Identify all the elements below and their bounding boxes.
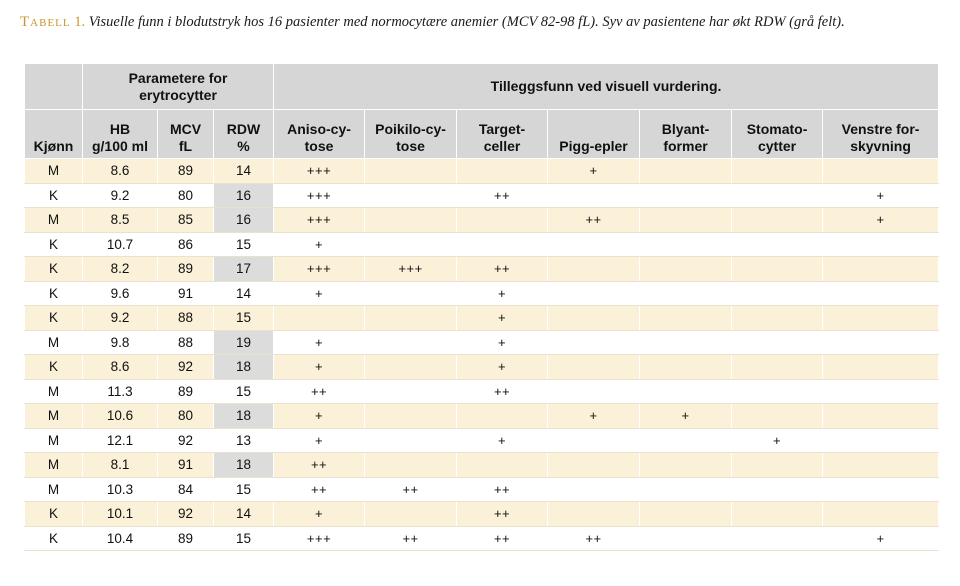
cell-blyant [640, 232, 732, 257]
cell-blyant [640, 428, 732, 453]
column-header-target: Target- celler [457, 110, 548, 159]
cell-poikilo [365, 355, 457, 380]
table-row [25, 526, 939, 551]
cell-blyant [640, 306, 732, 331]
cell-rdw: 15 [214, 306, 274, 331]
cell-aniso: +++ [274, 159, 365, 184]
cell-stomato [732, 526, 823, 551]
header-group-findings: Tilleggsfunn ved visuell vurdering. [274, 64, 939, 110]
cell-pigg: + [548, 404, 640, 429]
cell-mcv: 92 [158, 428, 214, 453]
cell-stomato [732, 404, 823, 429]
cell-blyant [640, 159, 732, 184]
cell-hb: 11.3 [83, 379, 158, 404]
cell-stomato [732, 232, 823, 257]
cell-aniso: + [274, 428, 365, 453]
cell-target: ++ [457, 183, 548, 208]
caption-text: Visuelle funn i blodutstryk hos 16 pasienter med normocytære anemier (MCV 82-98 fL). Syv av pasientene har økt RDW (grå felt). [88, 14, 845, 30]
cell-rdw: 15 [214, 232, 274, 257]
cell-poikilo [365, 281, 457, 306]
cell-blyant [640, 183, 732, 208]
cell-venstre [823, 477, 939, 502]
table-row [25, 477, 939, 502]
cell-hb: 9.2 [83, 183, 158, 208]
cell-aniso: +++ [274, 526, 365, 551]
cell-blyant: + [640, 404, 732, 429]
cell-target [457, 232, 548, 257]
table-body [25, 159, 939, 551]
cell-stomato [732, 502, 823, 527]
cell-pigg [548, 453, 640, 478]
table-row [25, 355, 939, 380]
column-header-poikilo: Poikilo-cy- tose [365, 110, 457, 159]
cell-poikilo: ++ [365, 477, 457, 502]
cell-poikilo [365, 453, 457, 478]
cell-aniso: + [274, 502, 365, 527]
cell-mcv: 88 [158, 330, 214, 355]
cell-hb: 8.5 [83, 208, 158, 233]
cell-pigg [548, 355, 640, 380]
cell-hb: 10.7 [83, 232, 158, 257]
cell-aniso [274, 306, 365, 331]
cell-hb: 8.1 [83, 453, 158, 478]
table-row [25, 257, 939, 282]
column-header-venstre: Venstre for- skyvning [823, 110, 939, 159]
cell-poikilo [365, 208, 457, 233]
cell-poikilo [365, 404, 457, 429]
cell-kjonn: K [25, 183, 83, 208]
cell-kjonn: K [25, 257, 83, 282]
cell-venstre [823, 355, 939, 380]
cell-hb: 10.1 [83, 502, 158, 527]
caption-label: Tabell [20, 14, 71, 30]
cell-mcv: 89 [158, 257, 214, 282]
cell-pigg: + [548, 159, 640, 184]
cell-stomato [732, 183, 823, 208]
cell-pigg [548, 502, 640, 527]
cell-pigg [548, 428, 640, 453]
cell-aniso: + [274, 232, 365, 257]
cell-blyant [640, 257, 732, 282]
cell-stomato [732, 453, 823, 478]
cell-mcv: 89 [158, 526, 214, 551]
cell-rdw: 14 [214, 159, 274, 184]
cell-venstre [823, 159, 939, 184]
cell-stomato [732, 208, 823, 233]
cell-blyant [640, 477, 732, 502]
cell-venstre [823, 502, 939, 527]
cell-target: + [457, 330, 548, 355]
cell-blyant [640, 502, 732, 527]
cell-hb: 8.2 [83, 257, 158, 282]
cell-kjonn: K [25, 232, 83, 257]
cell-hb: 8.6 [83, 355, 158, 380]
cell-target [457, 159, 548, 184]
cell-aniso: +++ [274, 208, 365, 233]
cell-pigg [548, 281, 640, 306]
cell-stomato [732, 379, 823, 404]
cell-blyant [640, 379, 732, 404]
cell-kjonn: K [25, 526, 83, 551]
cell-rdw: 17 [214, 257, 274, 282]
table-row [25, 428, 939, 453]
cell-blyant [640, 330, 732, 355]
cell-venstre [823, 281, 939, 306]
cell-blyant [640, 281, 732, 306]
cell-target: ++ [457, 257, 548, 282]
cell-venstre [823, 232, 939, 257]
cell-kjonn: M [25, 477, 83, 502]
header-group-erythrocytes: Parametere for erytrocytter [83, 64, 274, 110]
cell-mcv: 92 [158, 502, 214, 527]
caption-number: 1. [74, 14, 86, 30]
cell-mcv: 88 [158, 306, 214, 331]
cell-venstre [823, 404, 939, 429]
cell-stomato [732, 330, 823, 355]
cell-stomato [732, 159, 823, 184]
cell-aniso: +++ [274, 257, 365, 282]
table-row [25, 306, 939, 331]
cell-target: ++ [457, 502, 548, 527]
cell-stomato [732, 306, 823, 331]
cell-aniso: + [274, 330, 365, 355]
cell-poikilo [365, 306, 457, 331]
cell-mcv: 89 [158, 379, 214, 404]
cell-pigg [548, 183, 640, 208]
cell-venstre: + [823, 208, 939, 233]
cell-mcv: 86 [158, 232, 214, 257]
cell-stomato [732, 355, 823, 380]
column-header-aniso: Aniso-cy- tose [274, 110, 365, 159]
cell-rdw: 19 [214, 330, 274, 355]
cell-kjonn: M [25, 379, 83, 404]
cell-target [457, 404, 548, 429]
cell-pigg: ++ [548, 526, 640, 551]
cell-mcv: 89 [158, 159, 214, 184]
cell-target: + [457, 355, 548, 380]
table-row [25, 208, 939, 233]
cell-aniso: + [274, 355, 365, 380]
cell-kjonn: M [25, 428, 83, 453]
cell-rdw: 13 [214, 428, 274, 453]
cell-blyant [640, 526, 732, 551]
cell-stomato [732, 281, 823, 306]
table-row [25, 404, 939, 429]
table-row [25, 232, 939, 257]
cell-venstre: + [823, 526, 939, 551]
cell-poikilo: ++ [365, 526, 457, 551]
cell-aniso: ++ [274, 477, 365, 502]
cell-poikilo [365, 232, 457, 257]
table-caption [20, 14, 950, 31]
cell-target: + [457, 306, 548, 331]
cell-rdw: 16 [214, 208, 274, 233]
cell-kjonn: M [25, 159, 83, 184]
cell-stomato [732, 477, 823, 502]
cell-venstre [823, 330, 939, 355]
cell-venstre [823, 379, 939, 404]
cell-stomato [732, 257, 823, 282]
cell-blyant [640, 453, 732, 478]
cell-venstre: + [823, 183, 939, 208]
table-row [25, 379, 939, 404]
cell-rdw: 18 [214, 355, 274, 380]
cell-mcv: 91 [158, 453, 214, 478]
table-row [25, 159, 939, 184]
column-header-rdw: RDW % [214, 110, 274, 159]
cell-rdw: 14 [214, 502, 274, 527]
header-group-empty [25, 64, 83, 110]
cell-poikilo [365, 428, 457, 453]
table-row [25, 183, 939, 208]
cell-kjonn: M [25, 404, 83, 429]
cell-mcv: 80 [158, 404, 214, 429]
cell-mcv: 92 [158, 355, 214, 380]
cell-hb: 9.8 [83, 330, 158, 355]
cell-venstre [823, 453, 939, 478]
cell-kjonn: M [25, 208, 83, 233]
cell-rdw: 18 [214, 404, 274, 429]
cell-rdw: 18 [214, 453, 274, 478]
cell-kjonn: M [25, 453, 83, 478]
cell-pigg [548, 477, 640, 502]
column-header-blyant: Blyant- former [640, 110, 732, 159]
cell-target: ++ [457, 379, 548, 404]
cell-venstre [823, 428, 939, 453]
cell-poikilo [365, 159, 457, 184]
cell-mcv: 85 [158, 208, 214, 233]
cell-aniso: + [274, 404, 365, 429]
cell-poikilo [365, 502, 457, 527]
cell-aniso: +++ [274, 183, 365, 208]
cell-pigg [548, 232, 640, 257]
cell-poikilo [365, 183, 457, 208]
cell-hb: 10.3 [83, 477, 158, 502]
cell-rdw: 15 [214, 379, 274, 404]
cell-hb: 10.6 [83, 404, 158, 429]
cell-poikilo: +++ [365, 257, 457, 282]
cell-blyant [640, 208, 732, 233]
cell-pigg [548, 330, 640, 355]
cell-pigg [548, 306, 640, 331]
cell-kjonn: M [25, 330, 83, 355]
cell-aniso: + [274, 281, 365, 306]
cell-kjonn: K [25, 502, 83, 527]
cell-kjonn: K [25, 306, 83, 331]
cell-kjonn: K [25, 281, 83, 306]
cell-venstre [823, 257, 939, 282]
cell-pigg [548, 257, 640, 282]
cell-blyant [640, 355, 732, 380]
header-column-row [25, 110, 939, 159]
column-header-stomato: Stomato- cytter [732, 110, 823, 159]
cell-target: ++ [457, 477, 548, 502]
cell-rdw: 15 [214, 477, 274, 502]
cell-rdw: 14 [214, 281, 274, 306]
cell-target: + [457, 281, 548, 306]
cell-hb: 9.2 [83, 306, 158, 331]
column-header-kjonn: Kjønn [25, 110, 83, 159]
cell-hb: 10.4 [83, 526, 158, 551]
cell-aniso: ++ [274, 453, 365, 478]
column-header-hb: HB g/100 ml [83, 110, 158, 159]
cell-stomato: + [732, 428, 823, 453]
cell-hb: 8.6 [83, 159, 158, 184]
cell-poikilo [365, 330, 457, 355]
table-row [25, 330, 939, 355]
cell-kjonn: K [25, 355, 83, 380]
cell-poikilo [365, 379, 457, 404]
findings-table [24, 63, 939, 551]
cell-hb: 12.1 [83, 428, 158, 453]
cell-hb: 9.6 [83, 281, 158, 306]
cell-aniso: ++ [274, 379, 365, 404]
cell-rdw: 16 [214, 183, 274, 208]
cell-pigg: ++ [548, 208, 640, 233]
cell-pigg [548, 379, 640, 404]
cell-venstre [823, 306, 939, 331]
cell-target [457, 453, 548, 478]
cell-mcv: 91 [158, 281, 214, 306]
cell-target: ++ [457, 526, 548, 551]
column-header-pigg: Pigg-epler [548, 110, 640, 159]
table-row [25, 502, 939, 527]
cell-mcv: 84 [158, 477, 214, 502]
cell-target [457, 208, 548, 233]
cell-mcv: 80 [158, 183, 214, 208]
column-header-mcv: MCV fL [158, 110, 214, 159]
cell-rdw: 15 [214, 526, 274, 551]
header-group-row [25, 64, 939, 110]
table-row [25, 453, 939, 478]
cell-target: + [457, 428, 548, 453]
table-row [25, 281, 939, 306]
